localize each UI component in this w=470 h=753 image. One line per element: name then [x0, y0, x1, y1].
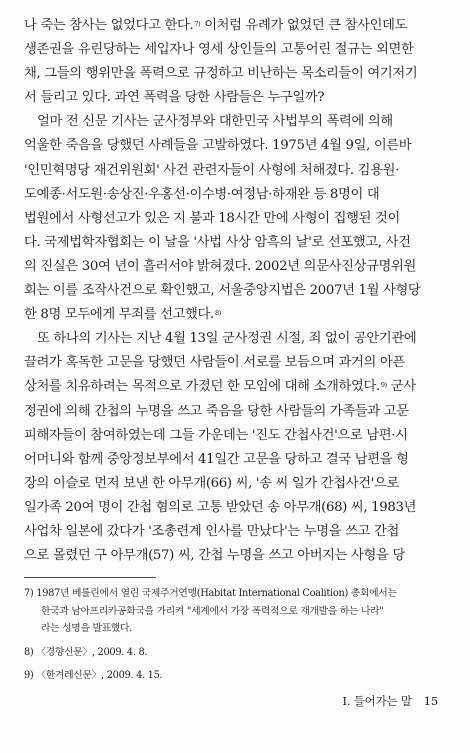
text-line: 일가족 20여 명이 간첩 혐의로 고통 받았던 송 아무개(68) 씨, 1983년 [24, 499, 417, 515]
text-line: 정권에 의해 간첩의 누명을 쓰고 죽음을 당한 사람들의 가족들과 고문 [24, 403, 409, 419]
text-line [24, 375, 448, 399]
text-line: 채, 그들의 행위만을 폭력으로 규정하고 비난하는 목소리들이 여기저기 [24, 66, 418, 82]
text-line-content: 한 8명 모두에게 무죄를 선고했다. [24, 307, 214, 323]
text-line: 으로 몰렸던 구 아무개(57) 씨, 간첩 누명을 쓰고 아버지는 사형을 당 [24, 548, 405, 564]
text-line: 피해자들이 참여하였는데 그들 가운데는 '진도 간첩사건'으로 남편·시 [24, 427, 408, 443]
text-line: 어머니와 함께 중앙정보부에서 41일간 고문을 당하고 결국 남편을 형 [24, 451, 409, 467]
footnote-divider [24, 577, 156, 578]
footnote-ref: 9) [380, 381, 387, 390]
text-line: 억울한 죽음을 당했던 사례들을 고발하였다. 1975년 4월 9일, 이른바 [24, 138, 412, 154]
footnote-9: 9) 〈한겨레신문〉, 2009. 4. 15. [24, 670, 163, 682]
footnote-7-continued: 한국과 남아프리카공화국을 가리켜 "세계에서 가장 폭력적으로 재개발을 하는 나라" [41, 605, 384, 617]
text-line-content: 군사 [386, 379, 416, 395]
text-line: 서 들리고 있다. 과연 폭력을 당한 사람들은 누구일까? [24, 90, 325, 106]
text-line [24, 14, 448, 38]
footnote-8: 8) 〈경향신문〉, 2009. 4. 8. [24, 646, 148, 658]
footnote-7-continued: 라는 성명을 발표했다. [41, 623, 132, 635]
text-line-content: 나 죽는 참사는 없었다고 한다. [24, 18, 194, 33]
text-line: 법원에서 사형선고가 있은 지 불과 18시간 만에 사형이 집행된 것이 [24, 210, 400, 226]
text-line: 장의 이슬로 먼저 보낸 한 아무개(66) 씨, '송 씨 일가 간첩사건'으로 [24, 475, 400, 491]
text-line: 도예종·서도원·송상진·우홍선·이수병·여정남·하재완 등 8명이 대 [24, 186, 380, 202]
text-line-content: 이처럼 유례가 없었던 큰 참사인데도 [200, 18, 408, 33]
footnote-ref: 7) [194, 20, 201, 28]
footnotes [24, 585, 448, 685]
text-line: 끌려가 혹독한 고문을 당했던 사람들이 서로를 보듬으며 과거의 아픈 [24, 355, 405, 371]
text-line: 회는 이를 조작사건으로 확인했고, 서울중앙지법은 2007년 1월 사형당 [24, 283, 421, 299]
text-line-content: 상처를 치유하려는 목적으로 가졌던 한 모임에 대해 소개하였다. [24, 379, 380, 395]
body-text [24, 14, 448, 568]
footnote-7: 7) 1987년 베를린에서 열린 국제주거연맹(Habitat International Coalition) 총회에서는 [24, 588, 397, 599]
section-title: I. 들어가는 말 [342, 694, 412, 708]
running-footer [343, 693, 439, 709]
text-line: 생존권을 유린당하는 세입자나 영세 상인들의 고통어린 절규는 외면한 [24, 42, 414, 58]
text-line [24, 303, 448, 327]
text-line: 사업차 일본에 갔다가 '조총련계 인사를 만났다'는 누명을 쓰고 간첩 [24, 523, 399, 539]
page-number: 15 [423, 694, 438, 708]
paragraph-start: 얼마 전 신문 기사는 군사정부와 대한민국 사법부의 폭력에 의해 [37, 114, 393, 130]
footnote-ref: 8) [214, 309, 221, 318]
text-line: 다. 국제법학자협회는 이 날을 '사법 사상 암흑의 날'로 선포했고, 사건 [24, 234, 411, 250]
text-line: 의 진실은 30여 년이 흘러서야 밝혀졌다. 2002년 의문사진상규명위원 [24, 258, 417, 274]
text-line: '인민혁명당 재건위원회' 사건 관련자들이 사형에 처해졌다. 김용원· [24, 162, 399, 178]
paragraph-start: 또 하나의 기사는 지난 4월 13일 군사정권 시절, 죄 없이 공안기관에 [37, 331, 417, 347]
